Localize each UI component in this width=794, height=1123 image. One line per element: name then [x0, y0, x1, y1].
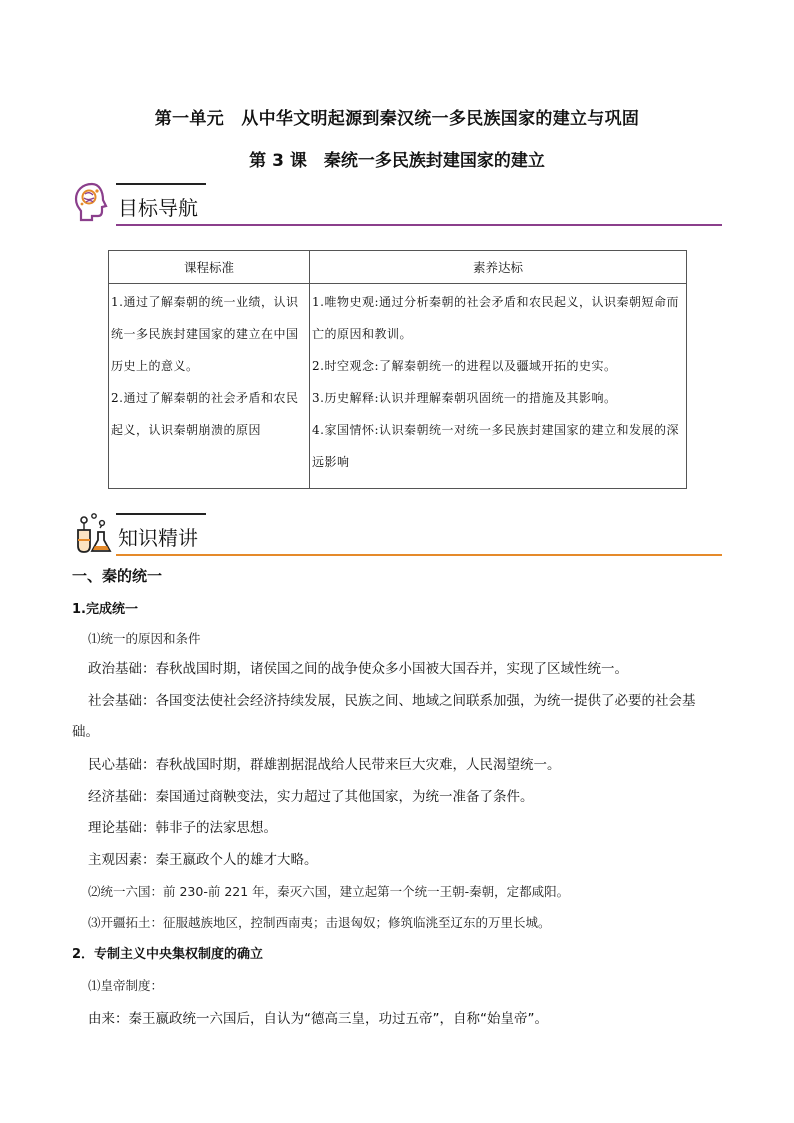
list-item: 1.通过了解秦朝的统一业绩，认识统一多民族封建国家的建立在中国历史上的意义。: [111, 295, 299, 373]
paragraph: 政治基础：春秋战国时期，诸侯国之间的战争使众多小国被大国吞并，实现了区域性统一。: [88, 661, 628, 677]
item-heading: ⑴统一的原因和条件: [88, 631, 201, 646]
list-item: 3.历史解释:认识并理解秦朝巩固统一的措施及其影响。: [312, 391, 617, 405]
list-item: 4.家国情怀:认识秦朝统一对统一多民族封建国家的建立和发展的深远影响: [312, 423, 679, 469]
goal-section-label: 目标导航: [118, 196, 198, 220]
paragraph: ⑵统一六国：前 230-前 221 年，秦灭六国，建立起第一个统一王朝-秦朝，定都咸阳。: [88, 884, 570, 899]
lesson-title: 第 3 课 秦统一多民族封建国家的建立: [249, 151, 545, 171]
list-item: 2.通过了解秦朝的社会矛盾和农民起义，认识秦朝崩溃的原因: [111, 391, 299, 437]
paragraph: 经济基础：秦国通过商鞅变法，实力超过了其他国家，为统一准备了条件。: [88, 789, 534, 805]
list-item: 2.时空观念:了解秦朝统一的进程以及疆域开拓的史实。: [312, 359, 617, 373]
knowledge-section-label: 知识精讲: [118, 526, 198, 550]
paragraph: 民心基础：春秋战国时期，群雄割据混战给人民带来巨大灾难，人民渴望统一。: [88, 757, 561, 773]
paragraph: ⑶开疆拓土：征服越族地区，控制西南夷；击退匈奴；修筑临洮至辽东的万里长城。: [88, 915, 551, 930]
header-competency: 素养达标: [310, 251, 687, 284]
subsection-heading: 2．专制主义中央集权制度的确立: [72, 947, 264, 962]
header-course-standard: 课程标准: [109, 251, 310, 284]
section-heading: 一、秦的统一: [72, 567, 163, 585]
paragraph: 社会基础：各国变法使社会经济持续发展，民族之间、地域之间联系加强，为统一提供了必要的社会基: [88, 693, 696, 709]
paragraph-continuation: 础。: [72, 724, 99, 740]
knowledge-body: [72, 0, 727, 1123]
unit-title: 第一单元 从中华文明起源到秦汉统一多民族国家的建立与巩固: [154, 109, 640, 129]
list-item: 1.唯物史观:通过分析秦朝的社会矛盾和农民起义，认识秦朝短命而亡的原因和教训。: [312, 295, 679, 341]
paragraph: 理论基础：韩非子的法家思想。: [88, 820, 277, 836]
paragraph: 由来：秦王嬴政统一六国后，自认为“德高三皇，功过五帝”，自称“始皇帝”。: [88, 1011, 548, 1027]
subsection-heading: 1.完成统一: [72, 602, 138, 617]
item-heading: ⑴皇帝制度：: [88, 978, 164, 993]
paragraph: 主观因素：秦王嬴政个人的雄才大略。: [88, 852, 318, 868]
